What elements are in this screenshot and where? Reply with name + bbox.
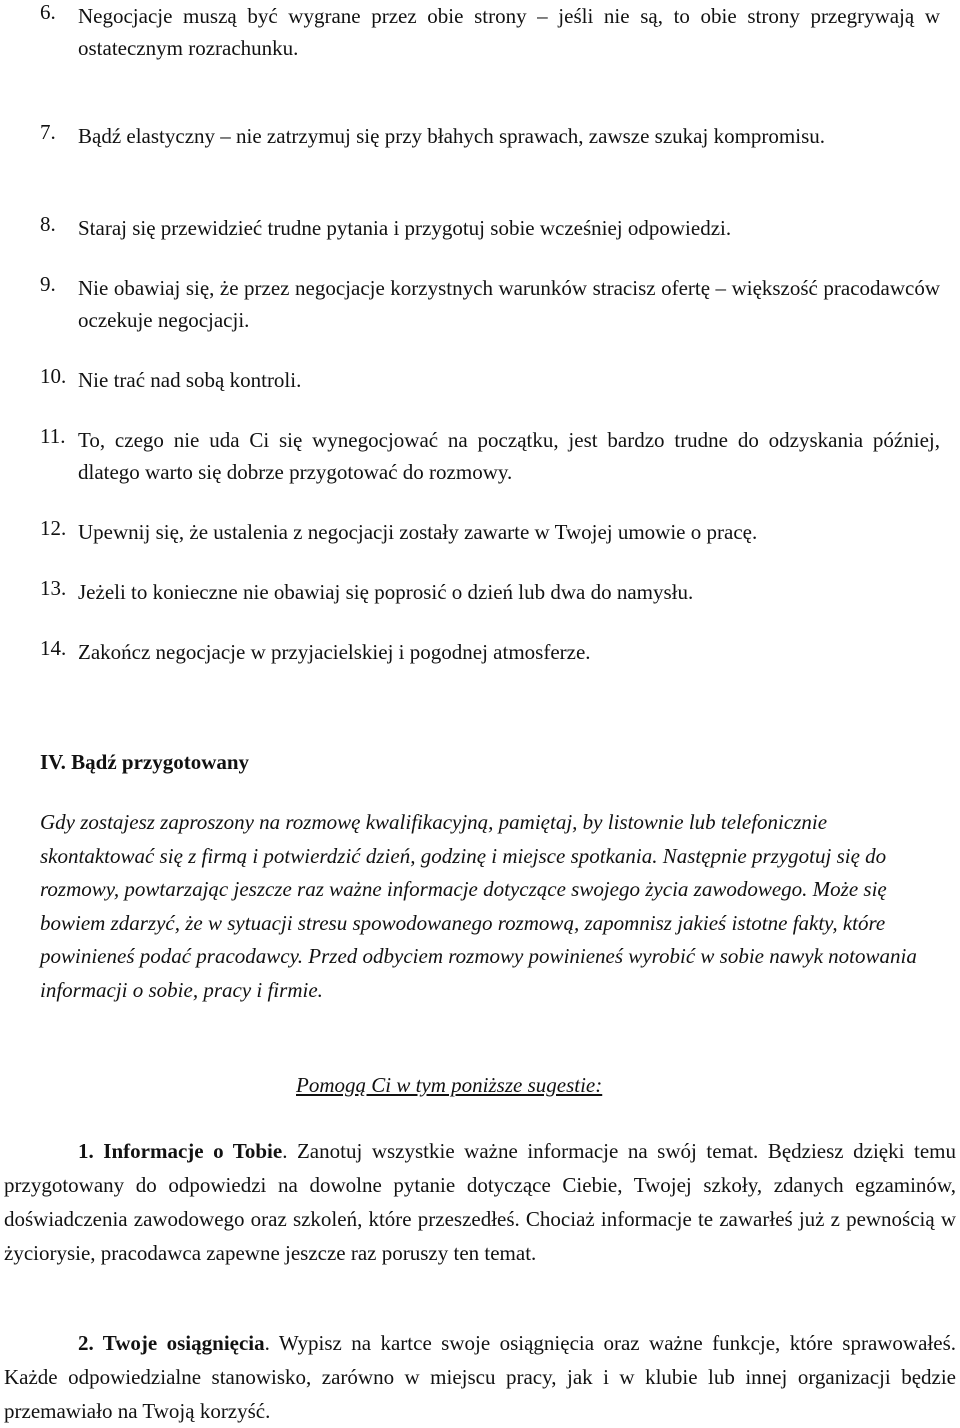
list-number: 12.: [40, 516, 67, 540]
point-text: . Zanotuj wszystkie ważne informacje na swój temat. Będziesz dzięki temu przygotowany do odpowiedzi na dowolne pytanie dotyczące Ciebie, Twojej szkoły, zdanych egzaminów, doświadczenia zawodowego oraz szkoleń, które przeszedłeś. Chociaż informacje te zawarłeś już z pewnością w życiorysie, pracodawca zapewne jeszcze raz poruszy ten temat.: [4, 1139, 956, 1265]
list-number: 6.: [40, 0, 56, 24]
list-number: 14.: [40, 636, 67, 660]
list-number: 9.: [40, 272, 56, 296]
list-number: 11.: [40, 424, 66, 448]
point-text: . Wypisz na kartce swoje osiągnięcia oraz ważne funkcje, które sprawowałeś. Każde odpowiedzialne stanowisko, zarówno w miejscu pracy, jak i w klubie lub innej organizacji będzie przemawiało na Twoją korzyść.: [4, 1331, 957, 1423]
list-number: 13.: [40, 576, 67, 600]
list-text: Negocjacje muszą być wygrane przez obie strony – jeśli nie są, to obie strony przegrywają w ostatecznym rozrachunku.: [78, 4, 940, 60]
suggestion-point: [4, 1134, 956, 1270]
suggestions-heading: Pomogą Ci w tym poniższe sugestie:: [296, 1073, 603, 1097]
list-number: 8.: [40, 212, 56, 236]
point-title: 1. Informacje o Tobie: [78, 1139, 283, 1163]
list-text: Staraj się przewidzieć trudne pytania i przygotuj sobie wcześniej odpowiedzi.: [78, 216, 732, 240]
section-title: IV. Bądź przygotowany: [40, 750, 250, 774]
list-text: To, czego nie uda Ci się wynegocjować na początku, jest bardzo trudne do odzyskania później, dlatego warto się dobrze przygotować do rozmowy.: [78, 428, 940, 484]
list-text: Nie trać nad sobą kontroli.: [78, 368, 302, 392]
point-title: 2. Twoje osiągnięcia: [78, 1331, 265, 1355]
suggestion-point: [4, 1326, 956, 1428]
intro-text: Gdy zostajesz zaproszony na rozmowę kwalifikacyjną, pamiętaj, by listownie lub telefonicznie skontaktować się z firmą i potwierdzić dzień, godzinę i miejsce spotkania. Następnie przygotuj się do rozmowy, powtarzając jeszcze raz ważne informacje dotyczące swojego życia zawodowego. Może się bowiem zdarzyć, że w sytuacji stresu spowodowanego rozmową, zapomnisz jakieś istotne fakty, które powinieneś podać pracodawcy. Przed odbyciem rozmowy powinieneś wyrobić w sobie nawyk notowania informacji o sobie, pracy i firmie.: [40, 810, 917, 1002]
list-number: 7.: [40, 120, 56, 144]
list-number: 10.: [40, 364, 67, 388]
list-text: Upewnij się, że ustalenia z negocjacji zostały zawarte w Twojej umowie o pracę.: [78, 520, 758, 544]
list-text: Jeżeli to konieczne nie obawiaj się poprosić o dzień lub dwa do namysłu.: [78, 580, 694, 604]
list-text: Zakończ negocjacje w przyjacielskiej i pogodnej atmosferze.: [78, 640, 591, 664]
list-text: Nie obawiaj się, że przez negocjacje korzystnych warunków stracisz ofertę – większość pracodawców oczekuje negocjacji.: [78, 276, 940, 332]
section-intro: [40, 806, 920, 1007]
list-text: Bądź elastyczny – nie zatrzymuj się przy błahych sprawach, zawsze szukaj kompromisu.: [78, 124, 825, 148]
